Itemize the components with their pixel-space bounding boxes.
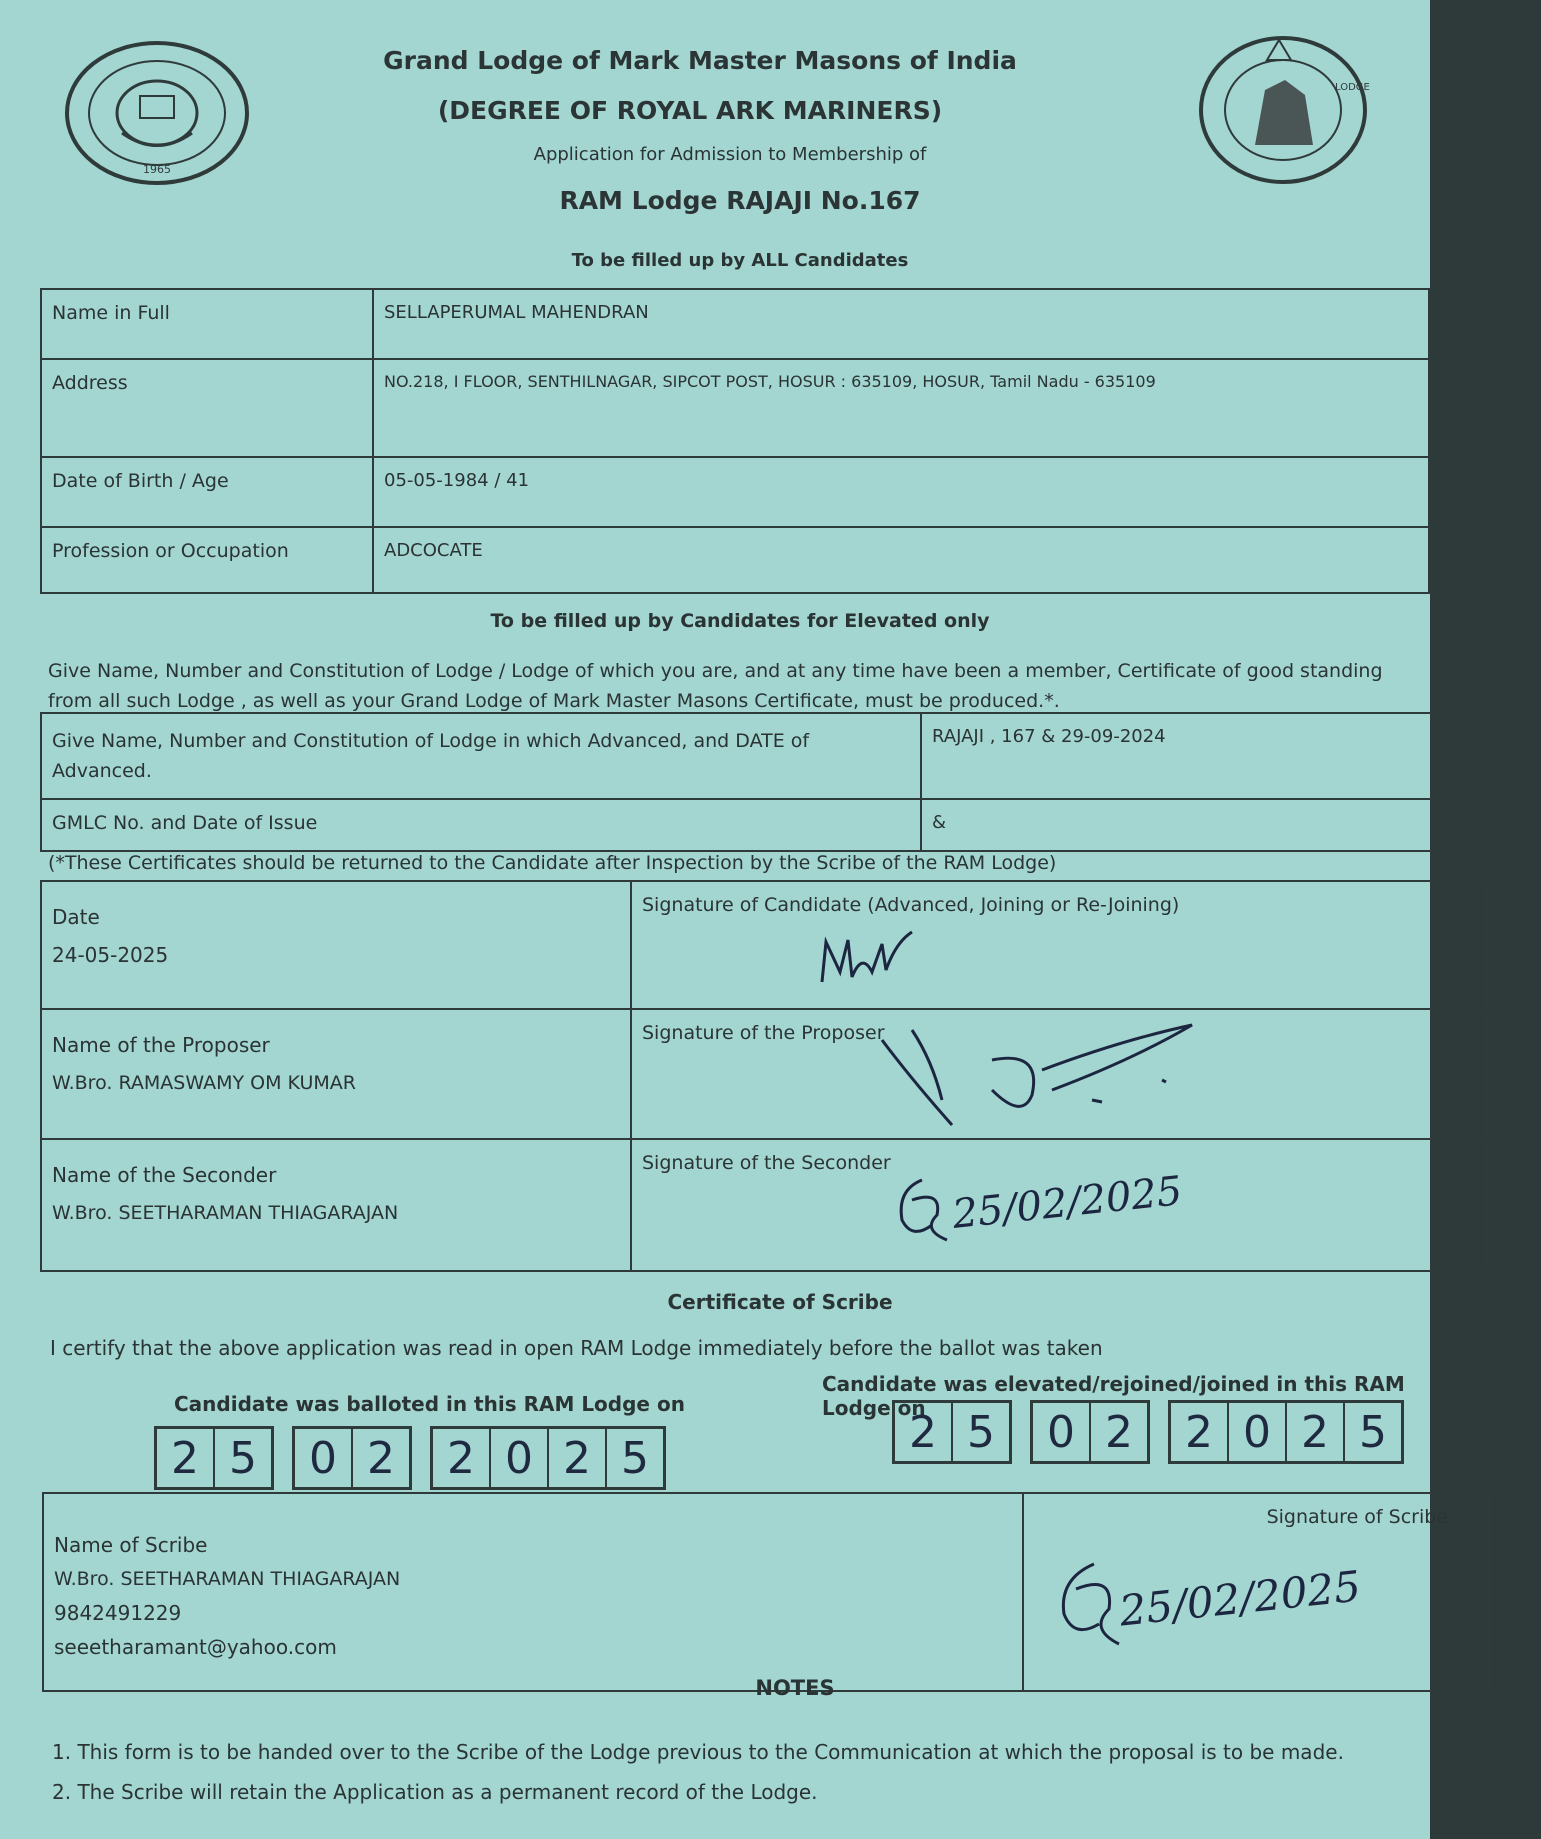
scribe-initial-icon: [1054, 1554, 1124, 1654]
digit-box: 2: [1171, 1403, 1229, 1461]
section-elevated-heading: To be filled up by Candidates for Elevated only: [490, 610, 990, 632]
table-row: [41, 713, 1451, 799]
digit-box: 5: [229, 1432, 257, 1484]
digit-box: 2: [433, 1429, 491, 1487]
proposer-label: Name of the Proposer: [52, 1033, 270, 1057]
profession-value: ADCOCATE: [373, 527, 1429, 593]
digit-box: 0: [1033, 1403, 1091, 1461]
table-row: [41, 359, 1429, 457]
candidate-details-table: [40, 288, 1430, 594]
digit-box: 0: [295, 1429, 353, 1487]
month-group: [1030, 1400, 1150, 1464]
scribe-certificate-heading: Certificate of Scribe: [667, 1290, 893, 1314]
scribe-name-label: Name of Scribe: [54, 1533, 208, 1557]
digit-box: 2: [1287, 1403, 1345, 1461]
date-label: Date: [52, 905, 100, 929]
degree-title: (DEGREE OF ROYAL ARK MARINERS): [437, 96, 943, 125]
seconder-sig-date: 25/02/2025: [950, 1168, 1185, 1238]
signatures-table: [40, 880, 1488, 1272]
digit-box: 2: [895, 1403, 953, 1461]
notes-heading: NOTES: [755, 1676, 835, 1700]
day-group: [154, 1426, 274, 1490]
date-cell: [41, 881, 631, 1009]
digit-box: 5: [967, 1406, 995, 1458]
gmlc-label: GMLC No. and Date of Issue: [41, 799, 921, 851]
proposer-sig-label: Signature of the Proposer: [642, 1022, 885, 1044]
proposer-signature-icon: [872, 1020, 1212, 1140]
year-group: [430, 1426, 666, 1490]
application-line: Application for Admission to Membership of: [533, 144, 927, 165]
address-value: NO.218, I FLOOR, SENTHILNAGAR, SIPCOT POST, HOSUR : 635109, HOSUR, Tamil Nadu - 635109: [373, 359, 1429, 457]
elevated-table: [40, 712, 1452, 852]
scribe-details-cell: [43, 1493, 1023, 1691]
elevated-instruction: Give Name, Number and Constitution of Lodge / Lodge of which you are, and at any time have been a member, Certificate of good standing from all such Lodge , as well as your Grand Lodge of Mark Master Masons Certificate, must be produced.*.: [48, 660, 1383, 712]
note-item: 2. The Scribe will retain the Application as a permanent record of the Lodge.: [52, 1780, 818, 1804]
address-label: Address: [41, 359, 373, 457]
proposer-signature-cell: [631, 1009, 1487, 1139]
scribe-phone: 9842491229: [54, 1601, 182, 1625]
ram-lodge-seal-icon: [1195, 30, 1370, 190]
table-row: [41, 1139, 1487, 1271]
advanced-lodge-label: Give Name, Number and Constitution of Lodge in which Advanced, and DATE of Advanced.: [41, 713, 921, 799]
table-row: [41, 1009, 1487, 1139]
scribe-name: W.Bro. SEETHARAMAN THIAGARAJAN: [54, 1568, 401, 1590]
seconder-label: Name of the Seconder: [52, 1163, 277, 1187]
lodge-name: RAM Lodge RAJAJI No.167: [559, 186, 921, 215]
seal-year: 1965: [143, 163, 171, 176]
table-row: [41, 527, 1429, 593]
digit-box: 2: [157, 1429, 215, 1487]
seal-text: LODGE: [1335, 82, 1370, 93]
seconder-sig-label: Signature of the Seconder: [642, 1152, 891, 1174]
note-item: 1. This form is to be handed over to the Scribe of the Lodge previous to the Communication at which the proposal is to be made.: [52, 1740, 1344, 1764]
digit-box: 0: [1229, 1403, 1287, 1461]
profession-label: Profession or Occupation: [41, 527, 373, 593]
table-row: [41, 289, 1429, 359]
digit-box: 5: [1359, 1406, 1387, 1458]
balloted-date-boxes: [154, 1426, 666, 1490]
table-row: [41, 799, 1451, 851]
seconder-signature-cell: [631, 1139, 1487, 1271]
grand-lodge-seal-icon: [62, 38, 252, 188]
digit-box: 5: [621, 1432, 649, 1484]
year-group: [1168, 1400, 1404, 1464]
name-value: SELLAPERUMAL MAHENDRAN: [373, 289, 1429, 359]
digit-box: 2: [549, 1429, 607, 1487]
digit-box: 2: [367, 1432, 395, 1484]
candidate-sig-label: Signature of Candidate (Advanced, Joining or Re-Joining): [642, 894, 1180, 916]
form-title: Grand Lodge of Mark Master Masons of India: [383, 46, 1017, 75]
month-group: [292, 1426, 412, 1490]
scribe-email: seeetharamant@yahoo.com: [54, 1635, 337, 1659]
scribe-statement: I certify that the above application was read in open RAM Lodge immediately before the ballot was taken: [50, 1336, 1103, 1360]
seconder-initial-icon: [892, 1170, 952, 1250]
digit-box: 0: [491, 1429, 549, 1487]
scribe-table: [42, 1492, 1490, 1692]
balloted-label: Candidate was balloted in this RAM Lodge on: [174, 1392, 685, 1416]
advanced-lodge-value: RAJAJI , 167 & 29-09-2024: [921, 713, 1451, 799]
digit-box: 2: [1105, 1406, 1133, 1458]
dob-label: Date of Birth / Age: [41, 457, 373, 527]
elevated-label: Candidate was elevated/rejoined/joined in this RAM Lodge on: [822, 1372, 1405, 1420]
seconder-value: W.Bro. SEETHARAMAN THIAGARAJAN: [52, 1202, 399, 1224]
elevated-date-boxes: [892, 1400, 1404, 1464]
date-value: 24-05-2025: [52, 943, 169, 967]
gmlc-value: &: [921, 799, 1451, 851]
candidate-signature-cell: [631, 881, 1487, 1009]
scribe-signature-cell: [1023, 1493, 1489, 1691]
section-all-heading: To be filled up by ALL Candidates: [571, 250, 909, 271]
scribe-sig-date: 25/02/2025: [1117, 1561, 1363, 1636]
candidate-signature-icon: [812, 922, 932, 992]
certificates-footnote: (*These Certificates should be returned to the Candidate after Inspection by the Scribe of the RAM Lodge): [48, 852, 1057, 874]
proposer-value: W.Bro. RAMASWAMY OM KUMAR: [52, 1072, 356, 1094]
proposer-cell: [41, 1009, 631, 1139]
table-row: [41, 881, 1487, 1009]
table-row: [41, 457, 1429, 527]
seconder-cell: [41, 1139, 631, 1271]
name-label: Name in Full: [41, 289, 373, 359]
scribe-sig-label: Signature of Scribe: [1266, 1506, 1448, 1528]
dob-value: 05-05-1984 / 41: [373, 457, 1429, 527]
day-group: [892, 1400, 1012, 1464]
table-row: [43, 1493, 1489, 1691]
